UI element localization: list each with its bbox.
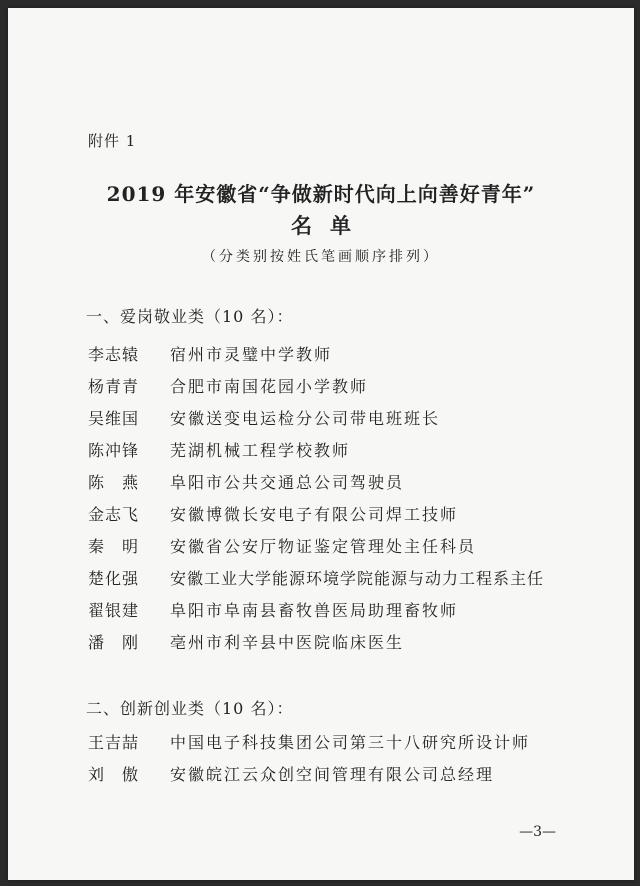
page-number: —3—: [519, 824, 556, 840]
document-subtitle: （分类别按姓氏笔画顺序排列）: [202, 249, 440, 265]
person-unit: 亳州市利辛县中医院临床医生: [170, 633, 405, 652]
person-name: 潘 刚: [88, 633, 140, 652]
person-unit: 阜阳市阜南县畜牧兽医局助理畜牧师: [170, 601, 459, 620]
person-name: 秦 明: [88, 537, 140, 556]
person-name: 陈 燕: [88, 473, 140, 492]
person-name: 王吉喆: [88, 733, 140, 752]
list-item: [88, 470, 404, 494]
person-unit: 中国电子科技集团公司第三十八研究所设计师: [170, 733, 531, 752]
person-name: 金志飞: [88, 505, 140, 524]
document-title: 2019 年安徽省“争做新时代向上向善好青年”: [106, 182, 536, 206]
document-page: [8, 8, 634, 880]
list-item: [88, 598, 458, 622]
list-item: [88, 762, 494, 786]
person-unit: 安徽送变电运检分公司带电班班长: [170, 409, 441, 428]
list-item: [88, 438, 350, 462]
person-name: 翟银建: [88, 601, 140, 620]
person-unit: 安徽博微长安电子有限公司焊工技师: [170, 505, 459, 524]
list-item: [88, 534, 476, 558]
list-item: [88, 502, 458, 526]
person-name: 杨青青: [88, 377, 140, 396]
person-name: 李志辕: [88, 345, 140, 364]
list-item: [88, 630, 404, 654]
person-unit: 安徽工业大学能源环境学院能源与动力工程系主任: [170, 569, 545, 588]
list-item: [88, 566, 544, 590]
person-name: 刘 傲: [88, 765, 140, 784]
person-name: 吴维国: [88, 409, 140, 428]
person-unit: 芜湖机械工程学校教师: [170, 441, 351, 460]
person-unit: 合肥市南国花园小学教师: [170, 377, 369, 396]
person-unit: 安徽皖江云众创空间管理有限公司总经理: [170, 765, 495, 784]
list-item: [88, 342, 332, 366]
section-heading-dedication: 一、爱岗敬业类（10 名）：: [86, 307, 294, 326]
list-item: [88, 374, 368, 398]
section-heading-innovation: 二、创新创业类（10 名）：: [86, 699, 294, 718]
document-title-line2: 名单: [291, 213, 369, 238]
person-name: 陈冲锋: [88, 441, 140, 460]
attachment-label: 附件 1: [88, 132, 137, 150]
person-name: 楚化强: [88, 569, 140, 588]
person-unit: 安徽省公安厅物证鉴定管理处主任科员: [170, 537, 477, 556]
list-item: [88, 406, 440, 430]
list-item: [88, 730, 530, 754]
person-unit: 宿州市灵璧中学教师: [170, 345, 333, 364]
person-unit: 阜阳市公共交通总公司驾驶员: [170, 473, 405, 492]
